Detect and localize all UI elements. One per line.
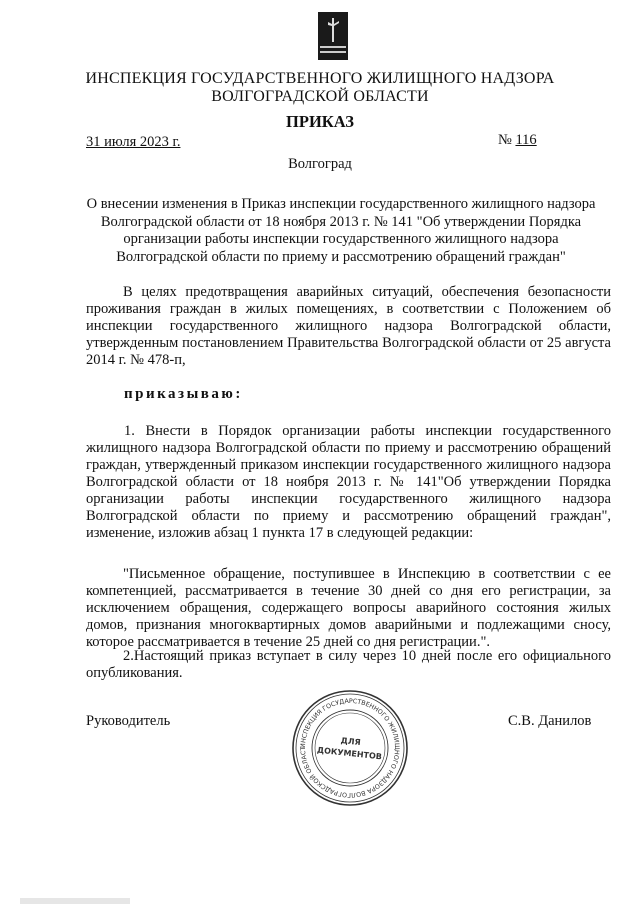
document-city: Волгоград	[288, 156, 352, 172]
stamp-ring-text: ИНСПЕКЦИЯ ГОСУДАРСТВЕННОГО ЖИЛИЩНОГО НАДЗОРА ВОЛГОГРАДСКОЙ ОБЛАСТ	[299, 697, 401, 799]
item-1-paragraph: 1. Внести в Порядок организации работы инспекции государственного жилищного надзора Волгоградской области по приему и рассмотрению обращений граждан, утвержденный приказом инспекции государственного жилищного надзора Волгоградской области от 18 ноября 2013 г. № 141"Об утверждении Порядка организации работы инспекции государственного жилищного надзора Волгоградской области по приему и рассмотрению обращений граждан", изменение, изложив абзац 1 пункта 17 в следующей редакции:	[86, 423, 611, 541]
document-title: ПРИКАЗ	[286, 112, 354, 131]
document-number	[498, 132, 537, 149]
scan-edge-mark	[20, 898, 130, 904]
quoted-text-paragraph: "Письменное обращение, поступившее в Инспекцию в соответствии с ее компетенцией, рассматривается в течение 30 дней со дня его регистрации, за исключением обращения, содержащего вопросы аварийного состояния жилых домов, признания многоквартирных домов аварийными и подлежащими сносу, которое рассматривается в течение 25 дней со дня регистрации.".	[86, 566, 611, 650]
document-date: 31 июля 2023 г.	[86, 134, 181, 150]
org-name-line1: ИНСПЕКЦИЯ ГОСУДАРСТВЕННОГО ЖИЛИЩНОГО НАДЗОРА	[85, 70, 555, 87]
stamp-center-line1: ДЛЯ	[340, 736, 362, 748]
order-word: приказываю:	[124, 386, 243, 402]
org-name-line2: ВОЛГОГРАДСКОЙ ОБЛАСТИ	[211, 88, 429, 105]
number-prefix: №	[498, 132, 516, 148]
signer-name: С.В. Данилов	[508, 713, 592, 729]
intro-paragraph: В целях предотвращения аварийных ситуаций, обеспечения безопасности проживания граждан в жилых помещениях, в соответствии с Положением об инспекции государственного жилищного надзора Волгоградской области, утвержденным постановлением Правительства Волгоградской области от 25 августа 2014 г. № 478-п,	[86, 284, 611, 368]
stamp-center-line2: ДОКУМЕНТОВ	[316, 745, 383, 762]
coat-of-arms-icon	[318, 12, 348, 60]
document-subject: О внесении изменения в Приказ инспекции государственного жилищного надзора Волгоградской области от 18 ноября 2013 г. № 141 "Об утверждении Порядка организации работы инспекции государственного жилищного надзора Волгоградской области по приему и рассмотрению обращений граждан"	[86, 196, 596, 265]
number-value: 116	[515, 132, 537, 148]
item-2-paragraph: 2.Настоящий приказ вступает в силу через 10 дней после его официального опубликования.	[86, 648, 611, 681]
signer-position: Руководитель	[86, 713, 171, 729]
official-stamp	[290, 688, 410, 808]
